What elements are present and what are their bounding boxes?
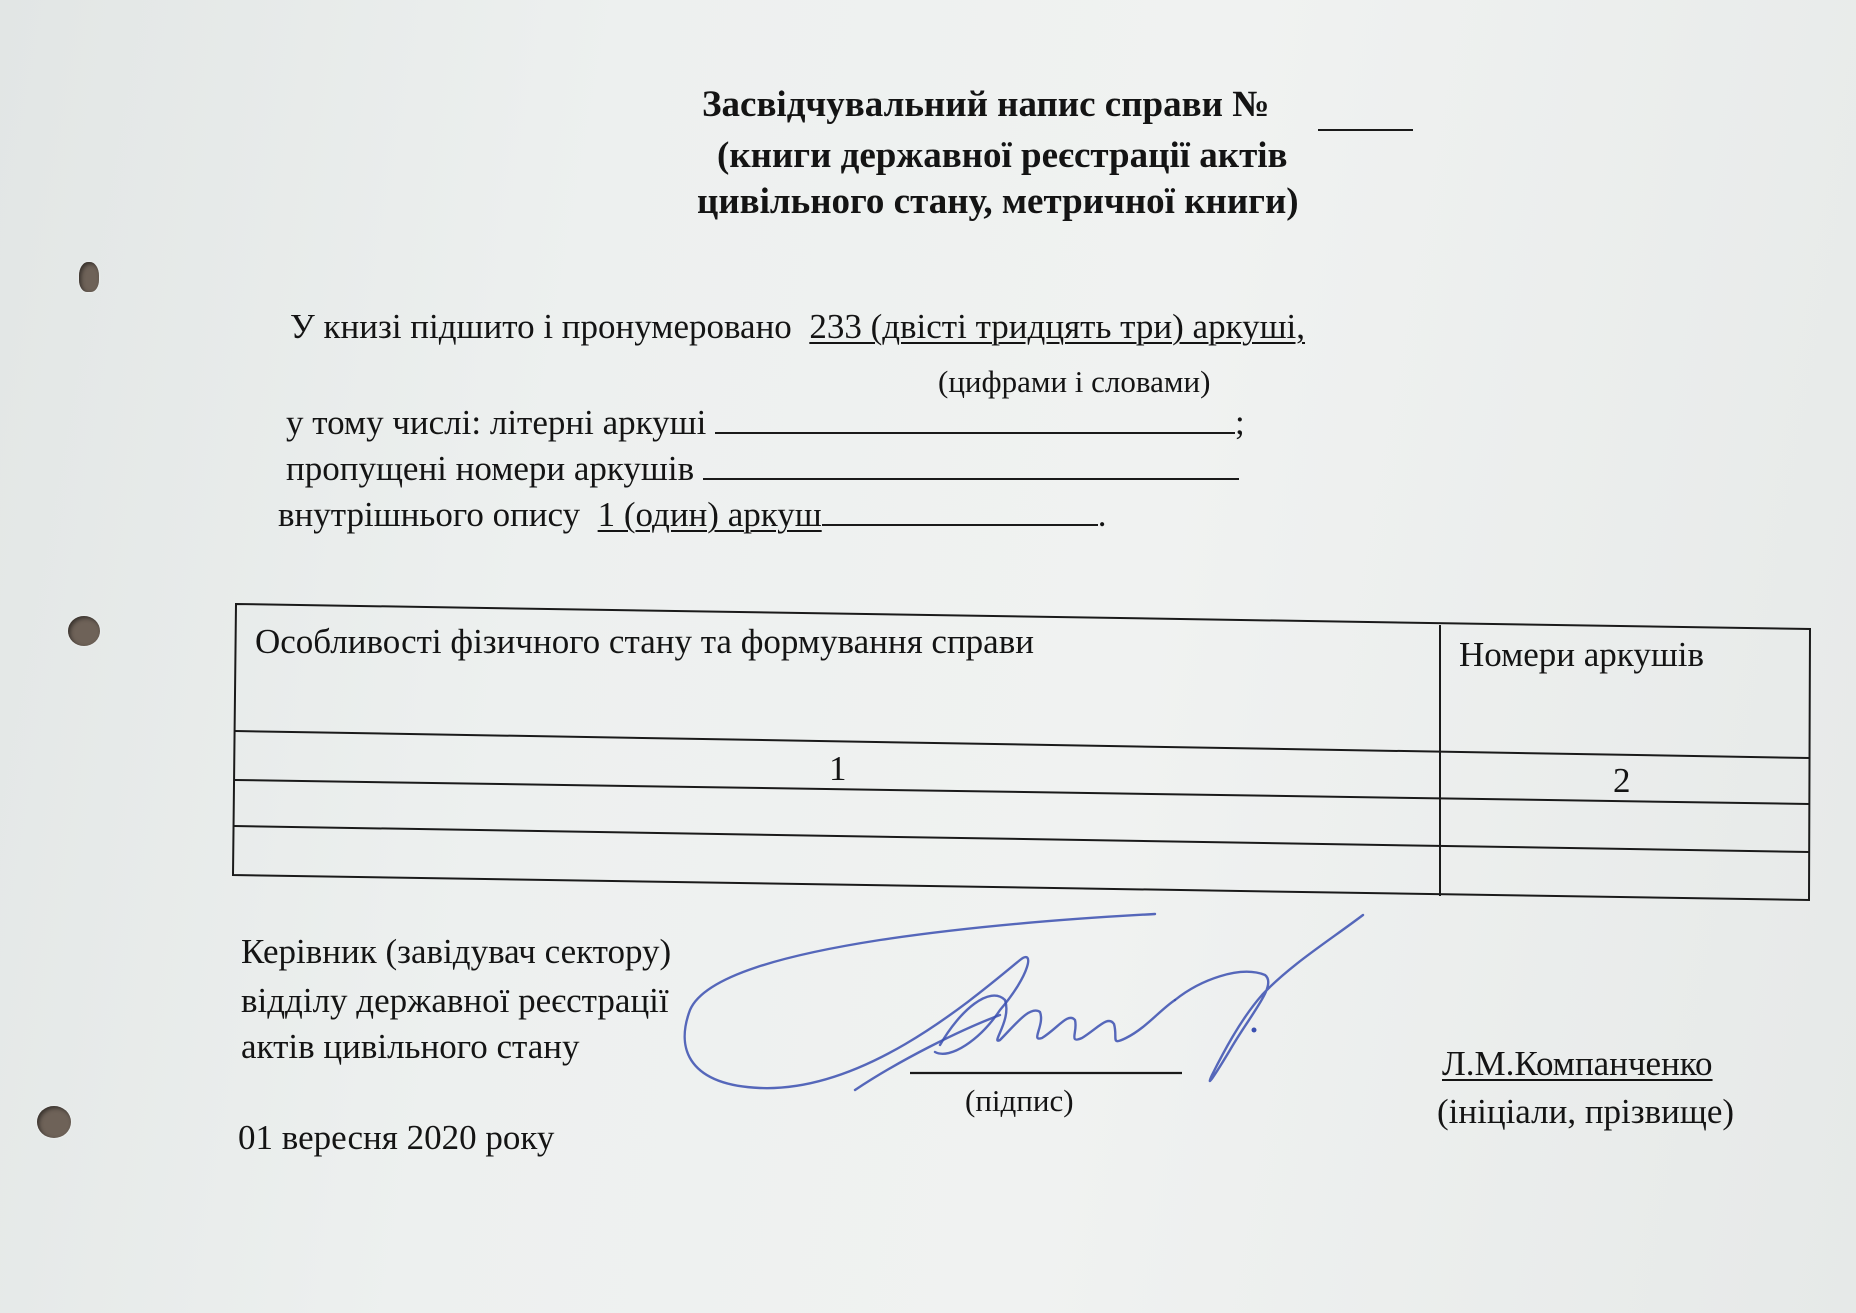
document-title-line3: цивільного стану, метричної книги) xyxy=(697,181,1299,222)
inventory-row xyxy=(278,494,1106,532)
inventory-value: 1 (один) аркуш xyxy=(597,495,822,534)
document-title-line2: (книги державної реєстрації актів xyxy=(717,135,1288,176)
table-col1-header: Особливості фізичного стану та формування справи xyxy=(255,622,1034,661)
sheets-count-value: 233 (двісті тридцять три) аркуші, xyxy=(809,307,1306,346)
signer-position-line1: Керівник (завідувач сектору) xyxy=(241,932,672,971)
missing-numbers-row xyxy=(286,448,1239,486)
sheets-count-row xyxy=(290,309,1305,344)
inventory-blank xyxy=(822,494,1098,526)
sheets-count-caption: (цифрами і словами) xyxy=(938,364,1211,399)
sheets-intro-label: У книзі підшито і пронумеровано xyxy=(290,307,792,346)
table-col2-header: Номери аркушів xyxy=(1459,635,1705,674)
signer-position-line3: актів цивільного стану xyxy=(241,1027,580,1066)
table-col2-number: 2 xyxy=(1613,761,1631,800)
letter-sheets-label: у тому числі: літерні аркуші xyxy=(286,403,707,442)
document-date: 01 вересня 2020 року xyxy=(238,1118,555,1157)
signature-scribble xyxy=(685,914,1363,1090)
letter-sheets-row xyxy=(286,402,1245,440)
missing-numbers-label: пропущені номери аркушів xyxy=(286,449,695,488)
signer-position-line2: відділу державної реєстрації xyxy=(241,981,669,1020)
table-col1-number: 1 xyxy=(829,749,847,788)
inventory-label: внутрішнього опису xyxy=(278,495,581,534)
letter-sheets-blank xyxy=(715,402,1235,434)
missing-numbers-blank xyxy=(703,448,1239,480)
inventory-end: . xyxy=(1097,495,1107,534)
document-title-line1: Засвідчувальний напис справи № xyxy=(702,84,1270,125)
signature-caption: (підпис) xyxy=(965,1083,1074,1118)
letter-sheets-end: ; xyxy=(1235,403,1245,442)
signer-name: Л.М.Компанченко xyxy=(1442,1044,1713,1083)
signer-name-caption: (ініціали, прізвище) xyxy=(1437,1092,1735,1131)
